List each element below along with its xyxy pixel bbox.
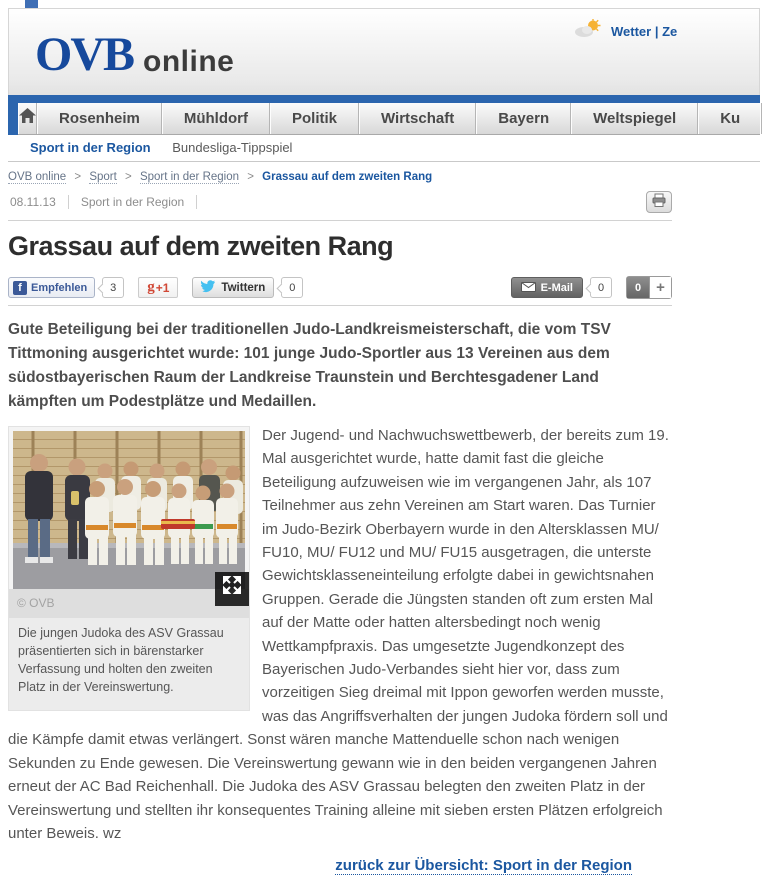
- expand-image-button[interactable]: [215, 572, 249, 606]
- nav-tab-bayern[interactable]: Bayern: [476, 103, 571, 134]
- nav-tab-home[interactable]: [18, 103, 37, 134]
- googleplus-button[interactable]: [138, 277, 178, 298]
- twitter-label: Twittern: [221, 281, 266, 294]
- share-count: 0: [627, 277, 649, 298]
- site-logo[interactable]: [35, 28, 235, 81]
- article-body: [8, 424, 672, 845]
- print-button[interactable]: [646, 191, 672, 213]
- facebook-label: Empfehlen: [31, 281, 88, 294]
- article-text: Der Jugend- und Nachwuchswettbewerb, der bereits zum 19. Mal ausgerichtet wurde, hatte damit fast die gleiche Beteiligung aufzuweisen wie im vergangenen Jahr, als 107 Teilnehmer aus zehn Vereinen am Start waren. Das Turnier im Judo-Bezirk Oberbayern wurde in den Altersklassen MU/ FU10, MU/ FU12 und MU/ FU15 ausgetragen, die unterste Gewichtsklasseneinteilung erfolgte dabei in gewichtsnahen Gruppen. Gerade die Jüngsten standen oft zum ersten Mal auf der Matte oder hatten altersbedingt noch wenig Wettkampfpraxis. Das umgesetzte Jugendkonzept des Bayerischen Judo-Verbandes sieht hier vor, dass zum vorzeitigen Sieg dreimal mit Ippon geworfen werden musste, was das Angriffsverhalten der jungen Judoka fördern soll und die Kämpfe damit etwas verlängert. Sonst wären manche Mattenduelle schon nach wenigen Sekunden zu Ende gewesen. Die Vereinswertung gewann wie in den beiden vergangenen Jahren erneut der AC Bad Reichenhall. Die Judoka des ASV Grassau belegten den zweiten Platz in der Vereinswertung und stellten ihr konsequentes Training alleine mit sieben ersten Plätzen erfolgreich unter Beweis. wz: [8, 427, 669, 842]
- sub-nav: [8, 135, 760, 162]
- nav-tab-politik[interactable]: Politik: [270, 103, 359, 134]
- share-add-button[interactable]: +: [649, 277, 671, 298]
- email-label: E-Mail: [540, 281, 573, 294]
- twitter-button[interactable]: [192, 277, 274, 298]
- breadcrumb-sport[interactable]: Sport: [89, 171, 117, 183]
- facebook-icon: f: [13, 281, 27, 295]
- breadcrumb: [8, 171, 672, 183]
- back-link-row: [8, 857, 672, 875]
- facebook-like-button[interactable]: [8, 277, 95, 298]
- googleplus-icon: g: [147, 279, 155, 295]
- nav-tab-weltspiegel[interactable]: Weltspiegel: [571, 103, 698, 134]
- weather-link[interactable]: Wetter | Ze: [611, 23, 678, 39]
- article-date: 08.11.13: [8, 195, 69, 209]
- logo-ovb-text: OVB: [35, 28, 134, 81]
- googleplus-label: +1: [155, 280, 170, 295]
- breadcrumb-current: Grassau auf dem zweiten Rang: [262, 171, 433, 183]
- home-icon: [19, 103, 36, 134]
- breadcrumb-separator: >: [247, 171, 254, 183]
- image-caption: Die jungen Judoka des ASV Grassau präsentierten sich in bärenstarker Verfassung und holten den zweiten Platz in der Vereinswertung.: [9, 618, 249, 710]
- nav-tab-wirtschaft[interactable]: Wirtschaft: [359, 103, 476, 134]
- subnav-bundesliga-tippspiel[interactable]: Bundesliga-Tippspiel: [172, 140, 293, 155]
- nav-tab-muehldorf[interactable]: Mühldorf: [162, 103, 270, 134]
- subnav-sport-in-der-region[interactable]: Sport in der Region: [30, 140, 151, 155]
- twitter-count: 0: [281, 277, 303, 298]
- logo-online-text: online: [143, 45, 235, 78]
- twitter-icon: [201, 279, 216, 297]
- nav-tab-kultur[interactable]: Ku: [698, 103, 762, 134]
- article-meta-row: [8, 190, 672, 214]
- weather-icon: [574, 19, 601, 43]
- article-figure: [8, 426, 250, 711]
- email-icon: [521, 279, 536, 297]
- article-lead: Gute Beteiligung bei der traditionellen Judo-Landkreismeisterschaft, die vom TSV Tittmoning ausgerichtet wurde: 101 junge Judo-Sportler aus 13 Vereinen aus dem südostbayerischen Raum der Landkreise Traunstein und Berchtesgadener Land kämpften um Podestplätze und Medaillen.: [8, 321, 611, 410]
- breadcrumb-separator: >: [74, 171, 82, 183]
- breadcrumb-sport-in-der-region[interactable]: Sport in der Region: [139, 171, 240, 183]
- breadcrumb-separator: >: [125, 171, 132, 183]
- nav-tab-rosenheim[interactable]: Rosenheim: [37, 103, 162, 134]
- article-title: Grassau auf dem zweiten Rang: [8, 231, 394, 261]
- email-button[interactable]: [511, 277, 583, 298]
- share-widget[interactable]: [626, 276, 672, 299]
- masthead: [8, 8, 760, 95]
- social-row: [8, 276, 672, 299]
- expand-icon: [222, 575, 242, 602]
- divider: [8, 305, 672, 306]
- printer-icon: [652, 194, 666, 210]
- nav-blue-strip: [8, 95, 760, 103]
- article-photo: [9, 427, 249, 589]
- main-nav: [8, 95, 760, 135]
- email-count: 0: [590, 277, 612, 298]
- top-links: [574, 19, 677, 43]
- facebook-count: 3: [102, 277, 124, 298]
- nav-tabs: [18, 103, 760, 135]
- back-to-overview-link[interactable]: zurück zur Übersicht: Sport in der Region: [335, 857, 632, 875]
- image-credit: © OVB: [9, 589, 249, 618]
- clipped-element-fragment: [25, 0, 38, 8]
- divider: [8, 220, 672, 221]
- breadcrumb-ovb-online[interactable]: OVB online: [8, 171, 67, 183]
- article-category: Sport in der Region: [69, 195, 197, 209]
